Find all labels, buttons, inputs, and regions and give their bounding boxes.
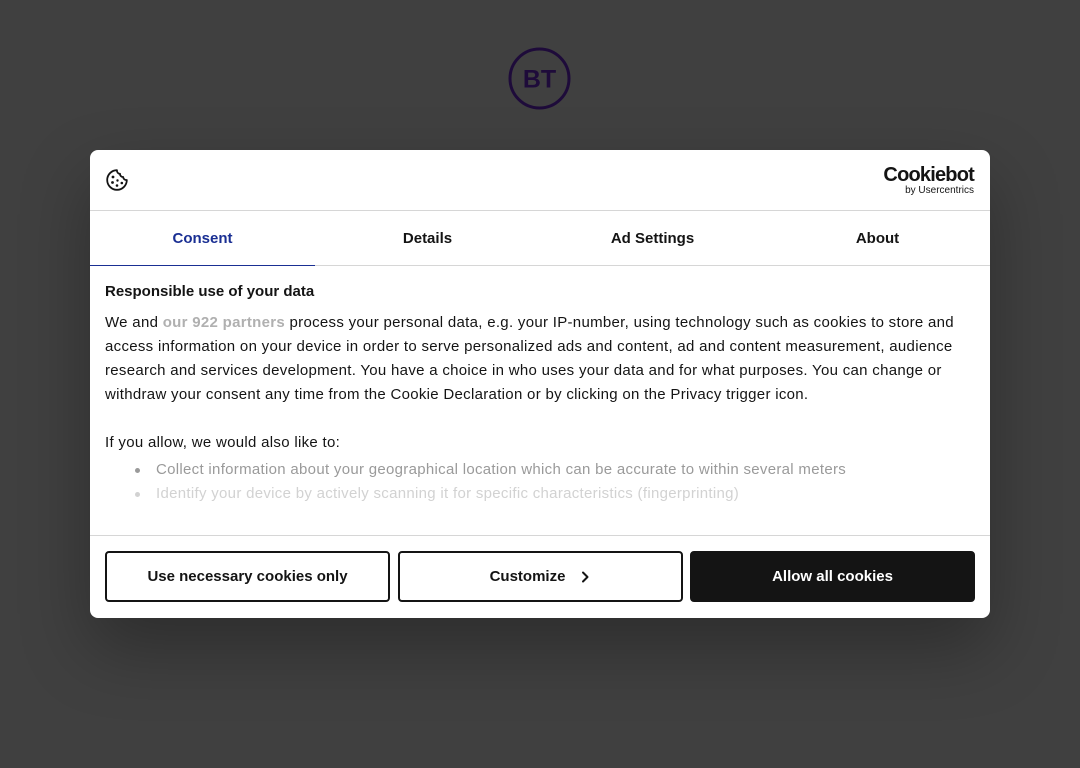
customize-button[interactable] bbox=[398, 551, 683, 602]
purpose-item-fingerprinting: Identify your device by actively scanning it for specific characteristics (fingerprinting) bbox=[156, 482, 975, 506]
cookiebot-logo-subtext: by Usercentrics bbox=[905, 185, 974, 196]
bt-logo-text: BT bbox=[522, 65, 557, 94]
purpose-list bbox=[105, 458, 975, 506]
allow-all-cookies-button[interactable] bbox=[690, 551, 975, 602]
cookiebot-logo[interactable] bbox=[873, 164, 975, 196]
dialog-footer bbox=[90, 535, 990, 618]
necessary-cookies-button[interactable] bbox=[105, 551, 390, 602]
allow-all-cookies-label: Allow all cookies bbox=[772, 568, 893, 585]
consent-heading: Responsible use of your data bbox=[105, 283, 315, 300]
intro-body: process your personal data, e.g. your IP-number, using technology such as cookies to store and access information on your device in order to serve personalized ads and content, ad and content measurement, audience research and services development. You have a choice in who uses your data and for what purposes. You can change or withdraw your consent any time from the Cookie Declaration or by clicking on the Privacy trigger icon. bbox=[105, 314, 954, 403]
consent-intro bbox=[105, 311, 975, 407]
tab-bar bbox=[90, 211, 990, 266]
necessary-cookies-label: Use necessary cookies only bbox=[147, 568, 348, 585]
tab-about[interactable]: About bbox=[855, 229, 900, 247]
cookie-consent-dialog bbox=[90, 150, 990, 618]
cookiebot-logo-text: Cookiebot bbox=[883, 164, 974, 186]
consent-content[interactable] bbox=[105, 282, 975, 534]
tab-details[interactable]: Details bbox=[402, 229, 453, 247]
tab-ad-settings[interactable]: Ad Settings bbox=[610, 229, 695, 247]
bt-logo bbox=[508, 47, 571, 110]
purpose-item-location: Collect information about your geographical location which can be accurate to within several meters bbox=[156, 458, 975, 482]
allow-intro: If you allow, we would also like to: bbox=[105, 434, 341, 451]
chevron-right-icon bbox=[579, 571, 591, 583]
dialog-header bbox=[90, 150, 990, 211]
partners-link[interactable]: our 922 partners bbox=[162, 314, 286, 331]
intro-prefix: We and bbox=[105, 314, 163, 331]
customize-label: Customize bbox=[489, 568, 566, 585]
tab-consent[interactable]: Consent bbox=[90, 211, 315, 265]
cookie-icon[interactable] bbox=[105, 168, 129, 192]
